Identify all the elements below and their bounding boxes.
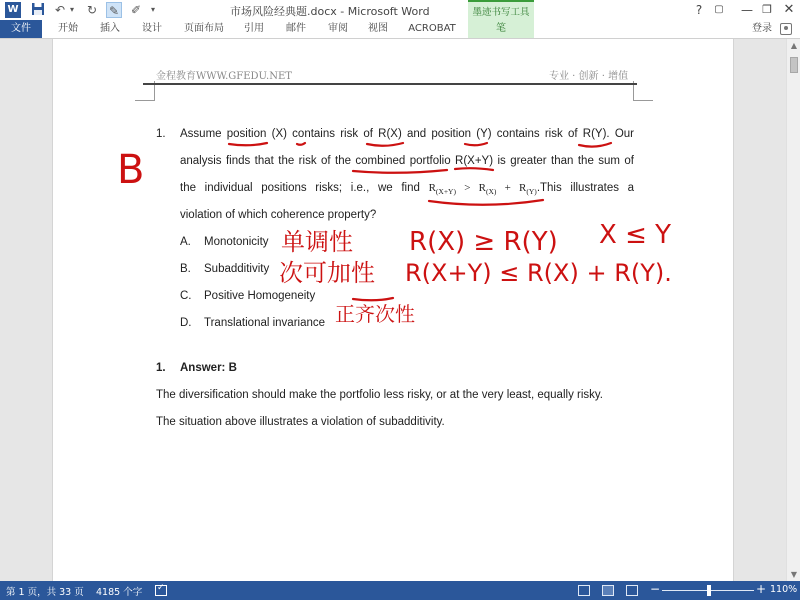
ink-underline bbox=[429, 200, 543, 205]
zoom-level[interactable]: 110% bbox=[770, 584, 798, 595]
option-c-letter: C. bbox=[180, 290, 192, 302]
title-bar bbox=[0, 0, 800, 20]
scroll-up-icon[interactable]: ▲ bbox=[790, 41, 798, 50]
ink-monotonicity-note: 单调性 bbox=[281, 228, 353, 256]
ink-annotations bbox=[53, 39, 735, 582]
zoom-out-button[interactable]: − bbox=[650, 582, 661, 596]
question-formula: $R_{(X+Y)} > R_{(X)} + R_{(Y)}$ bbox=[428, 182, 537, 197]
option-b-letter: B. bbox=[180, 263, 191, 275]
close-button[interactable]: ✕ bbox=[783, 2, 795, 17]
answer-label: Answer: B bbox=[180, 362, 237, 374]
undo-dropdown-icon[interactable]: ▾ bbox=[69, 5, 74, 14]
option-c-text: Positive Homogeneity bbox=[204, 290, 316, 302]
eraser-icon[interactable]: ✐ bbox=[130, 3, 142, 17]
print-layout-icon[interactable] bbox=[602, 585, 614, 596]
ink-underline bbox=[455, 168, 493, 170]
option-d-letter: D. bbox=[180, 317, 192, 329]
answer-number: 1. bbox=[156, 362, 166, 374]
ink-homogeneity-note: 正齐次性 bbox=[335, 302, 415, 326]
question-line-2: analysis finds that the risk of the combined portfolio R(X+Y) is greater than the sum of bbox=[180, 155, 634, 167]
page-count[interactable]: 第 1 页，共 33 页 bbox=[6, 587, 84, 598]
question-line-3-start: the individual positions risks; i.e., we find bbox=[180, 182, 420, 194]
tab-mailings[interactable]: 邮件 bbox=[286, 23, 306, 34]
tab-review[interactable]: 审阅 bbox=[328, 23, 348, 34]
read-mode-icon[interactable] bbox=[578, 585, 590, 596]
option-d-text: Translational invariance bbox=[204, 317, 326, 329]
ink-underline bbox=[353, 170, 447, 173]
ink-subadditivity-formula: R(X+Y) ≤ R(X) + R(Y). bbox=[405, 259, 672, 287]
ink-subadditivity-note: 次可加性 bbox=[279, 259, 375, 287]
ink-underline bbox=[367, 143, 403, 146]
minimize-button[interactable]: — bbox=[741, 3, 753, 17]
document-area bbox=[0, 38, 800, 581]
scroll-thumb[interactable] bbox=[790, 57, 798, 73]
scroll-down-icon[interactable]: ▼ bbox=[790, 570, 798, 579]
answer-explanation-1: The diversification should make the portfolio less risky, or at the very least, equally risky. bbox=[156, 389, 603, 401]
document-page[interactable] bbox=[52, 39, 734, 582]
question-line-3-end: .This illustrates a bbox=[536, 182, 635, 194]
header-left-text: 金程教育WWW.GFEDU.NET bbox=[156, 71, 292, 82]
customize-toolbar-icon[interactable]: ▾ bbox=[150, 5, 155, 14]
vertical-scrollbar[interactable] bbox=[786, 39, 800, 582]
ink-underline bbox=[297, 143, 305, 145]
header-right-text: 专业 · 创新 · 增值 bbox=[549, 71, 629, 82]
web-layout-icon[interactable] bbox=[626, 585, 638, 596]
ribbon-tabs bbox=[0, 20, 800, 38]
save-icon[interactable] bbox=[30, 2, 46, 18]
proofing-icon[interactable] bbox=[155, 585, 167, 596]
question-number: 1. bbox=[156, 128, 166, 140]
tab-references[interactable]: 引用 bbox=[244, 23, 264, 34]
ink-underline bbox=[579, 143, 611, 147]
tab-acrobat[interactable]: ACROBAT bbox=[408, 23, 456, 34]
help-icon[interactable]: ? bbox=[695, 3, 703, 17]
tab-view[interactable]: 视图 bbox=[368, 23, 388, 34]
ink-monotonicity-condition: X ≤ Y bbox=[599, 220, 672, 250]
option-a-text: Monotonicity bbox=[204, 236, 269, 248]
tab-home[interactable]: 开始 bbox=[58, 23, 78, 34]
word-count[interactable]: 4185 个字 bbox=[96, 587, 143, 598]
tab-insert[interactable]: 插入 bbox=[100, 23, 120, 34]
window-title: 市场风险经典题.docx - Microsoft Word bbox=[230, 5, 430, 18]
tab-page-layout[interactable]: 页面布局 bbox=[184, 23, 224, 34]
ink-answer-letter: B bbox=[117, 147, 145, 193]
ribbon-display-options-icon[interactable]: ▢ bbox=[714, 4, 724, 15]
pen-icon[interactable]: ✎ bbox=[106, 2, 122, 18]
question-line-4: violation of which coherence property? bbox=[180, 209, 377, 221]
redo-icon[interactable]: ↻ bbox=[86, 3, 98, 17]
status-bar bbox=[0, 581, 800, 600]
undo-icon[interactable]: ↶ bbox=[54, 3, 66, 17]
ink-underline bbox=[465, 143, 487, 145]
ink-underline bbox=[353, 298, 393, 300]
tab-pen[interactable]: 笔 bbox=[468, 20, 534, 38]
tab-file[interactable]: 文件 bbox=[0, 20, 42, 38]
question-line-1: Assume position (X) contains risk of R(X) and position (Y) contains risk of R(Y). Our bbox=[180, 128, 634, 140]
tab-design[interactable]: 设计 bbox=[142, 23, 162, 34]
restore-button[interactable]: ❐ bbox=[762, 3, 772, 16]
zoom-slider-thumb[interactable] bbox=[707, 585, 711, 596]
sign-in-link[interactable]: 登录 bbox=[752, 23, 772, 34]
ink-underline bbox=[229, 143, 267, 145]
profile-icon[interactable] bbox=[780, 23, 792, 35]
ink-tools-label: 墨迹书写工具 bbox=[472, 7, 530, 18]
option-b-text: Subadditivity bbox=[204, 263, 270, 275]
answer-explanation-2: The situation above illustrates a violation of subadditivity. bbox=[156, 416, 445, 428]
option-a-letter: A. bbox=[180, 236, 191, 248]
zoom-in-button[interactable]: + bbox=[756, 582, 767, 596]
ink-monotonicity-formula: R(X) ≥ R(Y) bbox=[409, 227, 558, 257]
word-logo-icon[interactable]: W bbox=[5, 2, 21, 18]
